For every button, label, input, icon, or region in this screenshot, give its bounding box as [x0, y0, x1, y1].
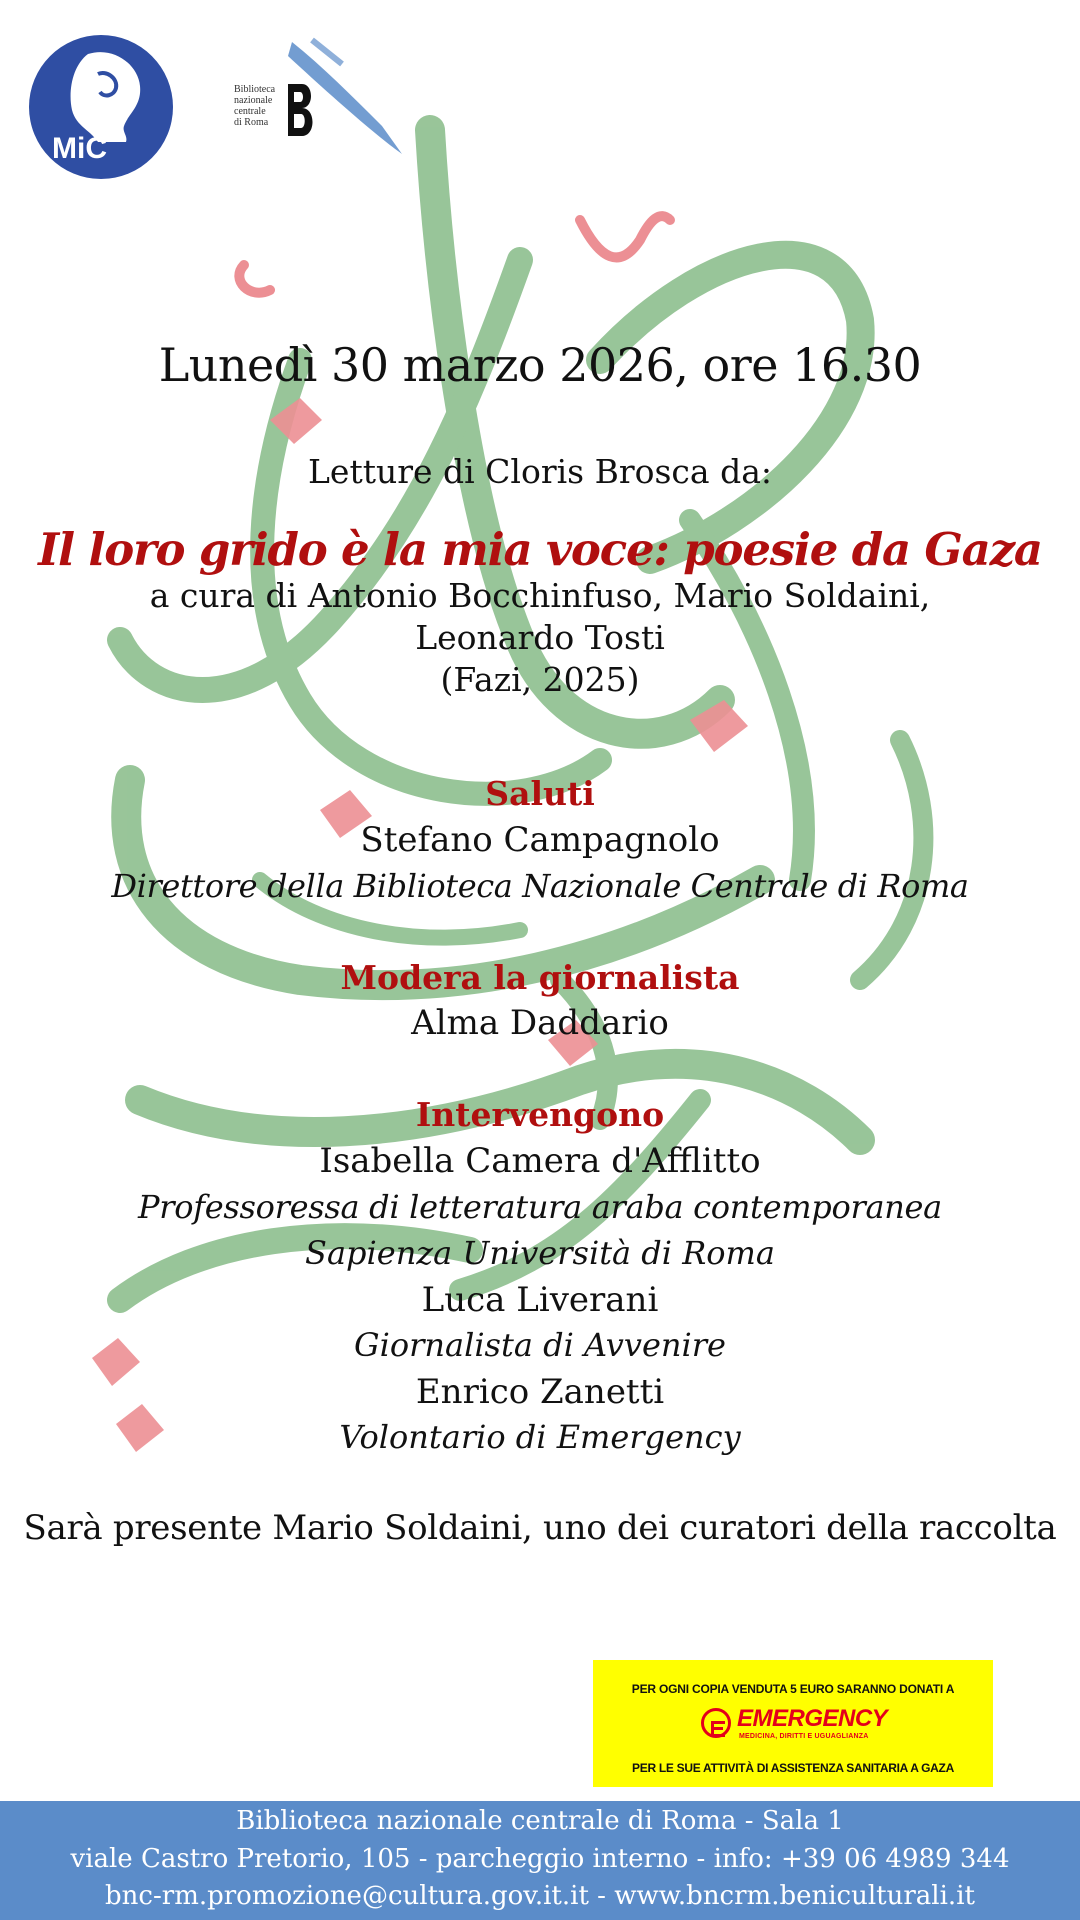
letter-b-icon [286, 82, 316, 138]
bncr-logo [234, 36, 414, 160]
moderator-heading: Modera la giornalista [340, 958, 740, 997]
speaker-name: Enrico Zanetti [415, 1372, 665, 1412]
editors-line-2: Leonardo Tosti [415, 618, 665, 657]
readings-line: Letture di Cloris Brosca da: [308, 452, 772, 491]
editors-block [0, 575, 1080, 701]
footer-venue: Biblioteca nazionale centrale di Roma - Sala 1 [236, 1806, 844, 1836]
speaker-name: Luca Liverani [421, 1280, 659, 1320]
speaker-role: Professoressa di letteratura araba contemporanea [138, 1188, 942, 1226]
curator-presence-note: Sarà presente Mario Soldaini, uno dei curatori della raccolta [23, 1508, 1057, 1548]
bncr-logo-text: Biblioteca nazionale centrale di Roma [234, 84, 276, 128]
emergency-tagline: MEDICINA, DIRITTI E UGUAGLIANZA [739, 1733, 869, 1740]
footer [0, 1801, 1080, 1920]
speaker-name: Isabella Camera d'Afflitto [319, 1141, 761, 1181]
mic-logo [28, 34, 174, 180]
footer-address: viale Castro Pretorio, 105 - parcheggio interno - info: +39 06 4989 344 [70, 1844, 1010, 1874]
speaker-role: Volontario di Emergency [339, 1418, 741, 1456]
speakers-heading: Intervengono [415, 1095, 665, 1134]
donation-text-bottom: PER LE SUE ATTIVITÀ DI ASSISTENZA SANITARIA A GAZA [632, 1761, 954, 1775]
footer-contacts: bnc-rm.promozione@cultura.gov.it.it - www.bncrm.beniculturali.it [105, 1881, 975, 1911]
publisher-line: (Fazi, 2025) [440, 660, 640, 699]
emergency-brand: EMERGENCY [737, 1705, 888, 1732]
donation-text-top: PER OGNI COPIA VENDUTA 5 EURO SARANNO DONATI A [631, 1682, 955, 1696]
book-title: Il loro grido è la mia voce: poesie da Gaza [38, 523, 1042, 576]
speaker-role: Giornalista di Avvenire [354, 1326, 726, 1364]
speaker-affiliation: Sapienza Università di Roma [305, 1234, 775, 1272]
editors-line-1: a cura di Antonio Bocchinfuso, Mario Soldaini, [149, 576, 931, 615]
greetings-heading: Saluti [485, 774, 595, 813]
emergency-donation-banner [593, 1660, 993, 1787]
svg-text:MiC: MiC [52, 132, 107, 165]
moderator-name: Alma Daddario [411, 1003, 669, 1043]
emergency-logo [701, 1704, 891, 1750]
greetings-speaker-name: Stefano Campagnolo [360, 820, 720, 860]
emergency-e-icon [701, 1708, 731, 1738]
event-date: Lunedì 30 marzo 2026, ore 16.30 [158, 338, 922, 392]
greetings-speaker-role: Direttore della Biblioteca Nazionale Centrale di Roma [111, 867, 969, 905]
